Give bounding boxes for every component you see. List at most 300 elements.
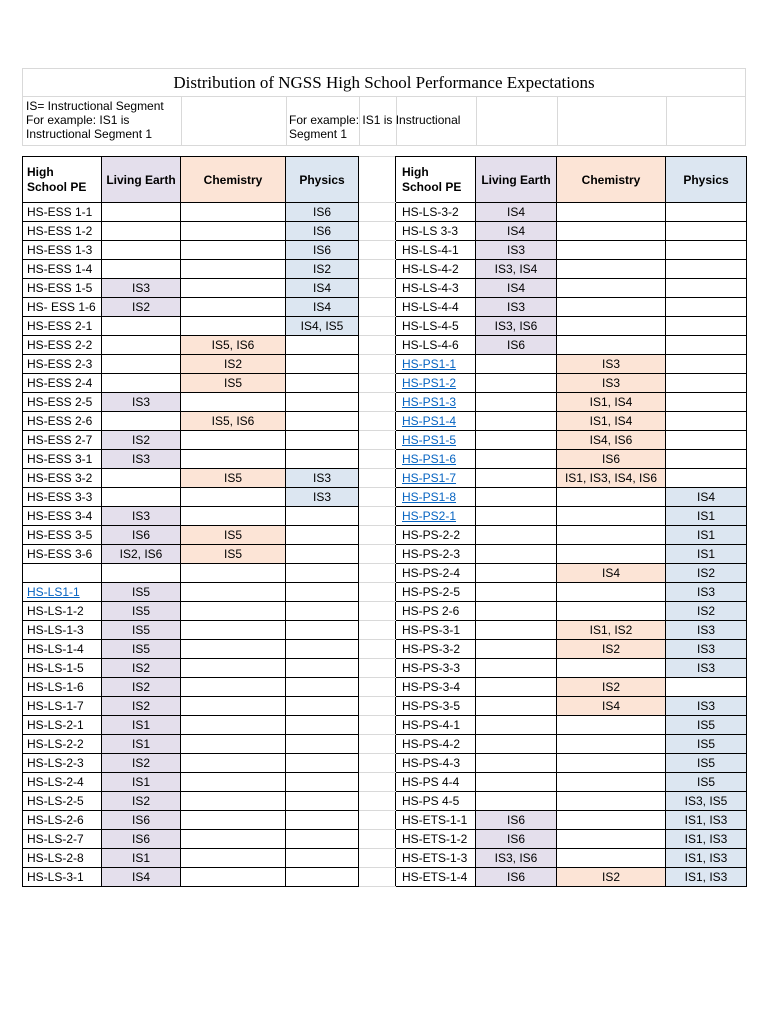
gap-cell [359, 830, 396, 849]
pe-link[interactable]: HS-PS1-7 [402, 471, 457, 485]
pe-cell [396, 412, 476, 431]
chemistry-cell [557, 545, 666, 564]
physics-cell: IS4 [286, 279, 359, 298]
physics-cell [666, 374, 747, 393]
chemistry-cell [181, 621, 286, 640]
gap-cell [359, 868, 396, 887]
table-row [23, 469, 747, 488]
living-earth-cell: IS1 [102, 716, 181, 735]
pe-cell: HS-LS-2-6 [23, 811, 102, 830]
table-row [23, 450, 747, 469]
chemistry-cell: IS4 [557, 564, 666, 583]
chemistry-cell [181, 868, 286, 887]
living-earth-cell [102, 317, 181, 336]
physics-cell [286, 773, 359, 792]
physics-cell [286, 412, 359, 431]
chemistry-cell [181, 564, 286, 583]
living-earth-cell: IS4 [102, 868, 181, 887]
pe-cell: HS-ESS 2-7 [23, 431, 102, 450]
pe-cell: HS-ESS 3-1 [23, 450, 102, 469]
note-left-line: For example: IS1 is [26, 113, 130, 127]
chemistry-cell [181, 811, 286, 830]
chemistry-cell [557, 830, 666, 849]
chemistry-cell: IS3 [557, 355, 666, 374]
table-row [23, 754, 747, 773]
physics-cell: IS5 [666, 754, 747, 773]
chemistry-cell [181, 203, 286, 222]
physics-cell [666, 203, 747, 222]
pe-cell [396, 488, 476, 507]
pe-cell [23, 564, 102, 583]
pe-cell [396, 393, 476, 412]
chemistry-cell [557, 849, 666, 868]
pe-cell: HS-LS-2-2 [23, 735, 102, 754]
table-row [23, 583, 747, 602]
physics-cell: IS3 [666, 583, 747, 602]
table-row [23, 640, 747, 659]
pe-cell: HS-ESS 2-4 [23, 374, 102, 393]
chemistry-cell [557, 811, 666, 830]
physics-cell [666, 678, 747, 697]
table-row [23, 792, 747, 811]
pe-cell: HS-PS-3-1 [396, 621, 476, 640]
note-right-line: For example: IS1 is Instructional [289, 113, 461, 127]
gap-cell [359, 526, 396, 545]
living-earth-cell: IS4 [476, 222, 557, 241]
pe-link[interactable]: HS-LS1-1 [27, 585, 80, 599]
living-earth-cell [476, 507, 557, 526]
pe-cell: HS-LS-3-1 [23, 868, 102, 887]
chemistry-cell: IS5, IS6 [181, 336, 286, 355]
page-title: Distribution of NGSS High School Performance Expectations [22, 68, 746, 96]
table-row [23, 317, 747, 336]
table-row [23, 697, 747, 716]
pe-cell: HS-PS-2-3 [396, 545, 476, 564]
pe-cell: HS-LS-2-1 [23, 716, 102, 735]
pe-cell: HS-ETS-1-1 [396, 811, 476, 830]
chemistry-cell [557, 735, 666, 754]
physics-cell [666, 241, 747, 260]
chemistry-cell: IS1, IS2 [557, 621, 666, 640]
pe-cell: HS-LS-2-8 [23, 849, 102, 868]
pe-cell: HS-PS-2-2 [396, 526, 476, 545]
chemistry-cell [181, 754, 286, 773]
physics-cell: IS1 [666, 545, 747, 564]
pe-cell: HS-ESS 1-2 [23, 222, 102, 241]
pe-cell: HS-LS-1-7 [23, 697, 102, 716]
chemistry-cell [181, 849, 286, 868]
physics-cell [666, 450, 747, 469]
chemistry-cell: IS1, IS4 [557, 412, 666, 431]
physics-cell [286, 507, 359, 526]
living-earth-cell [476, 583, 557, 602]
chemistry-cell [181, 773, 286, 792]
physics-cell: IS1, IS3 [666, 811, 747, 830]
table-row [23, 716, 747, 735]
living-earth-cell: IS4 [476, 279, 557, 298]
living-earth-cell [476, 393, 557, 412]
chemistry-cell [557, 488, 666, 507]
header-physics: Physics [286, 157, 359, 203]
pe-cell [396, 355, 476, 374]
living-earth-cell: IS3 [102, 450, 181, 469]
pe-link[interactable]: HS-PS1-8 [402, 490, 457, 504]
chemistry-cell: IS2 [181, 355, 286, 374]
pe-cell: HS-ETS-1-4 [396, 868, 476, 887]
living-earth-cell: IS3 [476, 298, 557, 317]
living-earth-cell [102, 412, 181, 431]
gap-cell [359, 488, 396, 507]
header-living-earth: Living Earth [102, 157, 181, 203]
table-row [23, 374, 747, 393]
header-row [23, 157, 747, 203]
physics-cell [286, 754, 359, 773]
chemistry-cell [557, 716, 666, 735]
header-pe-line: High [402, 164, 429, 179]
physics-cell [666, 393, 747, 412]
spreadsheet [22, 68, 746, 887]
chemistry-cell [181, 431, 286, 450]
pe-cell: HS-PS-4-1 [396, 716, 476, 735]
grid-line [286, 97, 287, 145]
living-earth-cell: IS3 [102, 507, 181, 526]
pe-cell: HS-ESS 2-6 [23, 412, 102, 431]
table-row [23, 241, 747, 260]
physics-cell [286, 697, 359, 716]
living-earth-cell [102, 469, 181, 488]
pe-cell [396, 374, 476, 393]
header-living-earth: Living Earth [476, 157, 557, 203]
header-chemistry: Chemistry [181, 157, 286, 203]
gap-cell [359, 754, 396, 773]
physics-cell [286, 583, 359, 602]
gap-cell [359, 697, 396, 716]
header-physics: Physics [666, 157, 747, 203]
physics-cell [666, 355, 747, 374]
pe-link[interactable]: HS-PS1-4 [402, 414, 457, 428]
table-row [23, 279, 747, 298]
chemistry-cell: IS5 [181, 526, 286, 545]
living-earth-cell: IS2 [102, 792, 181, 811]
gap-cell [359, 450, 396, 469]
chemistry-cell [181, 507, 286, 526]
living-earth-cell: IS4 [476, 203, 557, 222]
table-row [23, 621, 747, 640]
note-left-line: IS= Instructional Segment [26, 99, 164, 113]
pe-cell: HS-LS-2-3 [23, 754, 102, 773]
pe-cell: HS-LS-2-7 [23, 830, 102, 849]
header-chemistry: Chemistry [557, 157, 666, 203]
physics-cell: IS6 [286, 203, 359, 222]
gap-cell [359, 602, 396, 621]
pe-cell: HS-ESS 3-2 [23, 469, 102, 488]
chemistry-cell [181, 317, 286, 336]
physics-cell [286, 564, 359, 583]
chemistry-cell [181, 450, 286, 469]
physics-cell: IS3 [666, 640, 747, 659]
pe-cell: HS-LS-1-2 [23, 602, 102, 621]
pe-cell: HS-LS-1-4 [23, 640, 102, 659]
pe-cell: HS-LS-4-1 [396, 241, 476, 260]
gap-cell [359, 317, 396, 336]
pe-cell: HS-PS 2-6 [396, 602, 476, 621]
pe-cell: HS-PS-2-4 [396, 564, 476, 583]
living-earth-cell [476, 469, 557, 488]
gap-cell [359, 621, 396, 640]
chemistry-cell: IS1, IS3, IS4, IS6 [557, 469, 666, 488]
table-row [23, 336, 747, 355]
chemistry-cell [181, 640, 286, 659]
physics-cell [286, 716, 359, 735]
physics-cell: IS4 [666, 488, 747, 507]
gap-cell [359, 393, 396, 412]
pe-link[interactable]: HS-PS1-6 [402, 452, 457, 466]
pe-cell [396, 450, 476, 469]
physics-cell [286, 393, 359, 412]
table-row [23, 849, 747, 868]
pe-cell: HS-ESS 1-4 [23, 260, 102, 279]
gap-cell [359, 507, 396, 526]
chemistry-cell: IS5 [181, 374, 286, 393]
living-earth-cell: IS2 [102, 754, 181, 773]
physics-cell [666, 279, 747, 298]
physics-cell [286, 678, 359, 697]
living-earth-cell [102, 222, 181, 241]
living-earth-cell [476, 659, 557, 678]
pe-cell: HS-LS-1-6 [23, 678, 102, 697]
table-row [23, 222, 747, 241]
physics-cell: IS6 [286, 222, 359, 241]
physics-cell [286, 450, 359, 469]
table-row [23, 412, 747, 431]
chemistry-cell: IS2 [557, 868, 666, 887]
pe-cell: HS-LS 3-3 [396, 222, 476, 241]
pe-distribution-table [22, 156, 747, 887]
pe-cell: HS-LS-2-5 [23, 792, 102, 811]
chemistry-cell: IS6 [557, 450, 666, 469]
pe-link[interactable]: HS-PS2-1 [402, 509, 457, 523]
chemistry-cell [181, 279, 286, 298]
gap-cell [359, 279, 396, 298]
header-high-school-pe [23, 157, 102, 203]
chemistry-cell [181, 260, 286, 279]
physics-cell [286, 374, 359, 393]
living-earth-cell: IS3 [476, 241, 557, 260]
header-pe-line: High [27, 164, 54, 179]
physics-cell [286, 621, 359, 640]
pe-cell: HS-PS 4-5 [396, 792, 476, 811]
physics-cell [286, 735, 359, 754]
gap-cell [359, 336, 396, 355]
gap-cell [359, 583, 396, 602]
chemistry-cell [557, 298, 666, 317]
chemistry-cell [557, 507, 666, 526]
physics-cell [286, 640, 359, 659]
physics-cell: IS3 [286, 469, 359, 488]
living-earth-cell: IS2 [102, 298, 181, 317]
physics-cell [286, 602, 359, 621]
living-earth-cell [476, 735, 557, 754]
table-row [23, 735, 747, 754]
pe-cell: HS-LS-4-2 [396, 260, 476, 279]
header-high-school-pe [396, 157, 476, 203]
physics-cell [666, 336, 747, 355]
physics-cell [286, 431, 359, 450]
living-earth-cell [102, 336, 181, 355]
grid-line [476, 97, 477, 145]
living-earth-cell [476, 792, 557, 811]
pe-cell [23, 583, 102, 602]
chemistry-cell: IS3 [557, 374, 666, 393]
physics-cell [286, 792, 359, 811]
chemistry-cell [557, 279, 666, 298]
chemistry-cell [181, 697, 286, 716]
pe-link[interactable]: HS-PS1-3 [402, 395, 457, 409]
note-row [22, 96, 746, 146]
pe-cell: HS-PS-3-2 [396, 640, 476, 659]
living-earth-cell [476, 697, 557, 716]
chemistry-cell: IS4, IS6 [557, 431, 666, 450]
chemistry-cell: IS2 [557, 640, 666, 659]
pe-cell [396, 507, 476, 526]
chemistry-cell [557, 526, 666, 545]
physics-cell: IS6 [286, 241, 359, 260]
table-row [23, 488, 747, 507]
pe-cell [396, 469, 476, 488]
table-row [23, 355, 747, 374]
table-row [23, 678, 747, 697]
pe-cell: HS-ESS 1-3 [23, 241, 102, 260]
pe-cell: HS-LS-2-4 [23, 773, 102, 792]
chemistry-cell: IS1, IS4 [557, 393, 666, 412]
physics-cell: IS3 [666, 621, 747, 640]
chemistry-cell [557, 792, 666, 811]
pe-link[interactable]: HS-PS1-1 [402, 357, 457, 371]
living-earth-cell: IS2 [102, 659, 181, 678]
chemistry-cell [181, 602, 286, 621]
pe-link[interactable]: HS-PS1-2 [402, 376, 457, 390]
physics-cell: IS1 [666, 526, 747, 545]
grid-line [666, 97, 667, 145]
pe-cell: HS-ESS 2-5 [23, 393, 102, 412]
table-row [23, 602, 747, 621]
grid-line [557, 97, 558, 145]
chemistry-cell [557, 241, 666, 260]
physics-cell: IS2 [666, 602, 747, 621]
gap-cell [359, 241, 396, 260]
physics-cell [286, 526, 359, 545]
chemistry-cell [181, 735, 286, 754]
table-row [23, 545, 747, 564]
living-earth-cell: IS6 [476, 868, 557, 887]
pe-cell: HS-ESS 3-4 [23, 507, 102, 526]
physics-cell [286, 811, 359, 830]
physics-cell: IS3, IS5 [666, 792, 747, 811]
chemistry-cell [557, 203, 666, 222]
table-row [23, 203, 747, 222]
living-earth-cell [476, 678, 557, 697]
table-row [23, 659, 747, 678]
gap-cell [359, 298, 396, 317]
living-earth-cell: IS5 [102, 621, 181, 640]
living-earth-cell [476, 374, 557, 393]
gap-cell [359, 412, 396, 431]
note-left [26, 99, 164, 141]
living-earth-cell [102, 374, 181, 393]
physics-cell [286, 830, 359, 849]
living-earth-cell: IS5 [102, 602, 181, 621]
physics-cell [286, 849, 359, 868]
pe-cell: HS-PS-3-4 [396, 678, 476, 697]
physics-cell [666, 317, 747, 336]
pe-cell: HS-LS-4-6 [396, 336, 476, 355]
pe-cell: HS-ESS 2-2 [23, 336, 102, 355]
gap-cell [359, 469, 396, 488]
table-row [23, 507, 747, 526]
physics-cell: IS1, IS3 [666, 830, 747, 849]
physics-cell [666, 260, 747, 279]
table-row [23, 868, 747, 887]
living-earth-cell: IS3, IS6 [476, 849, 557, 868]
living-earth-cell: IS2 [102, 431, 181, 450]
pe-cell: HS-PS-4-2 [396, 735, 476, 754]
living-earth-cell: IS6 [102, 526, 181, 545]
physics-cell [666, 412, 747, 431]
chemistry-cell [181, 583, 286, 602]
physics-cell: IS5 [666, 773, 747, 792]
note-right-line: Segment 1 [289, 127, 348, 141]
gap-cell [359, 222, 396, 241]
pe-cell: HS-ESS 3-5 [23, 526, 102, 545]
living-earth-cell [102, 488, 181, 507]
physics-cell: IS3 [666, 697, 747, 716]
living-earth-cell [476, 450, 557, 469]
living-earth-cell: IS3, IS4 [476, 260, 557, 279]
living-earth-cell: IS6 [476, 830, 557, 849]
chemistry-cell [181, 298, 286, 317]
physics-cell [666, 431, 747, 450]
note-left-line: Instructional Segment 1 [26, 127, 153, 141]
living-earth-cell: IS3 [102, 279, 181, 298]
pe-cell: HS-PS 4-4 [396, 773, 476, 792]
living-earth-cell [476, 526, 557, 545]
living-earth-cell [476, 716, 557, 735]
chemistry-cell [181, 393, 286, 412]
header-pe-line: School PE [402, 179, 462, 194]
physics-cell: IS1, IS3 [666, 868, 747, 887]
gap-cell [359, 811, 396, 830]
table-row [23, 773, 747, 792]
living-earth-cell: IS1 [102, 849, 181, 868]
living-earth-cell [476, 754, 557, 773]
physics-cell: IS5 [666, 716, 747, 735]
living-earth-cell [476, 773, 557, 792]
living-earth-cell: IS6 [102, 830, 181, 849]
chemistry-cell: IS4 [557, 697, 666, 716]
pe-cell: HS-ESS 2-3 [23, 355, 102, 374]
physics-cell: IS1, IS3 [666, 849, 747, 868]
chemistry-cell: IS5 [181, 469, 286, 488]
physics-cell [666, 298, 747, 317]
living-earth-cell [476, 545, 557, 564]
living-earth-cell: IS1 [102, 735, 181, 754]
pe-cell: HS-LS-4-5 [396, 317, 476, 336]
pe-link[interactable]: HS-PS1-5 [402, 433, 457, 447]
header-pe-line: School PE [27, 179, 87, 194]
physics-cell [666, 222, 747, 241]
gap-cell [359, 545, 396, 564]
chemistry-cell [557, 336, 666, 355]
